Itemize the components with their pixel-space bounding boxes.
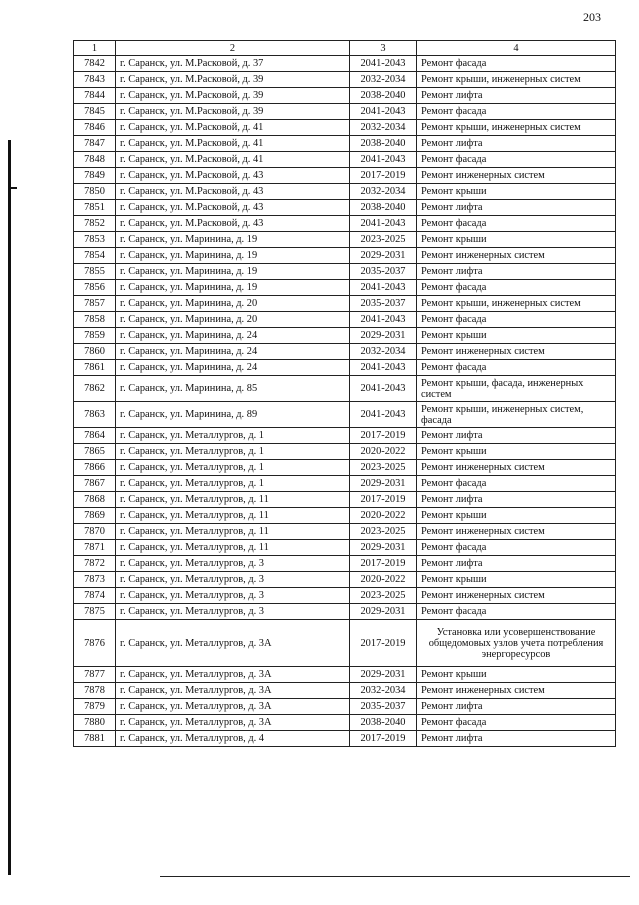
row-address-cell: г. Саранск, ул. Металлургов, д. 3А xyxy=(116,620,350,667)
row-address-cell: г. Саранск, ул. Металлургов, д. 11 xyxy=(116,524,350,540)
row-period-cell: 2032-2034 xyxy=(350,683,417,699)
row-period-cell: 2041-2043 xyxy=(350,152,417,168)
row-number-cell: 7857 xyxy=(74,296,116,312)
row-address-cell: г. Саранск, ул. Металлургов, д. 11 xyxy=(116,508,350,524)
row-number-cell: 7876 xyxy=(74,620,116,667)
row-period-cell: 2032-2034 xyxy=(350,184,417,200)
table-row xyxy=(74,572,616,588)
table-row xyxy=(74,312,616,328)
row-address-cell: г. Саранск, ул. М.Расковой, д. 41 xyxy=(116,120,350,136)
table-row xyxy=(74,715,616,731)
row-work-cell: Ремонт инженерных систем xyxy=(417,683,616,699)
bottom-rule xyxy=(160,876,630,877)
row-work-cell: Ремонт фасада xyxy=(417,360,616,376)
row-period-cell: 2029-2031 xyxy=(350,476,417,492)
row-period-cell: 2017-2019 xyxy=(350,556,417,572)
row-period-cell: 2023-2025 xyxy=(350,460,417,476)
row-address-cell: г. Саранск, ул. М.Расковой, д. 39 xyxy=(116,88,350,104)
table-row xyxy=(74,264,616,280)
row-address-cell: г. Саранск, ул. Маринина, д. 24 xyxy=(116,344,350,360)
table-row xyxy=(74,428,616,444)
scan-edge-mark xyxy=(8,140,11,875)
row-period-cell: 2029-2031 xyxy=(350,328,417,344)
row-number-cell: 7872 xyxy=(74,556,116,572)
table-row xyxy=(74,444,616,460)
row-period-cell: 2029-2031 xyxy=(350,604,417,620)
row-period-cell: 2035-2037 xyxy=(350,296,417,312)
row-address-cell: г. Саранск, ул. М.Расковой, д. 43 xyxy=(116,168,350,184)
row-period-cell: 2023-2025 xyxy=(350,524,417,540)
row-address-cell: г. Саранск, ул. Металлургов, д. 3А xyxy=(116,683,350,699)
row-number-cell: 7856 xyxy=(74,280,116,296)
row-period-cell: 2017-2019 xyxy=(350,428,417,444)
row-work-cell: Ремонт крыши xyxy=(417,508,616,524)
row-period-cell: 2041-2043 xyxy=(350,280,417,296)
row-address-cell: г. Саранск, ул. Маринина, д. 19 xyxy=(116,232,350,248)
row-number-cell: 7858 xyxy=(74,312,116,328)
row-period-cell: 2017-2019 xyxy=(350,492,417,508)
table-row xyxy=(74,168,616,184)
table-row xyxy=(74,184,616,200)
row-number-cell: 7881 xyxy=(74,731,116,747)
table-row xyxy=(74,460,616,476)
row-address-cell: г. Саранск, ул. Маринина, д. 20 xyxy=(116,296,350,312)
table-row xyxy=(74,508,616,524)
row-work-cell: Ремонт крыши, инженерных систем xyxy=(417,296,616,312)
row-number-cell: 7859 xyxy=(74,328,116,344)
table-row xyxy=(74,136,616,152)
row-period-cell: 2032-2034 xyxy=(350,72,417,88)
table-row xyxy=(74,328,616,344)
row-number-cell: 7869 xyxy=(74,508,116,524)
row-address-cell: г. Саранск, ул. Металлургов, д. 3 xyxy=(116,572,350,588)
row-work-cell: Ремонт крыши xyxy=(417,328,616,344)
row-period-cell: 2023-2025 xyxy=(350,588,417,604)
row-address-cell: г. Саранск, ул. Металлургов, д. 4 xyxy=(116,731,350,747)
row-period-cell: 2029-2031 xyxy=(350,540,417,556)
row-work-cell: Ремонт фасада xyxy=(417,280,616,296)
row-work-cell: Ремонт крыши xyxy=(417,667,616,683)
row-number-cell: 7852 xyxy=(74,216,116,232)
row-number-cell: 7877 xyxy=(74,667,116,683)
row-number-cell: 7863 xyxy=(74,402,116,428)
row-address-cell: г. Саранск, ул. Маринина, д. 20 xyxy=(116,312,350,328)
table-row xyxy=(74,232,616,248)
table-row xyxy=(74,104,616,120)
row-period-cell: 2041-2043 xyxy=(350,312,417,328)
row-work-cell: Ремонт крыши, инженерных систем xyxy=(417,120,616,136)
table-body xyxy=(74,56,616,747)
row-number-cell: 7853 xyxy=(74,232,116,248)
row-address-cell: г. Саранск, ул. Маринина, д. 24 xyxy=(116,360,350,376)
row-address-cell: г. Саранск, ул. Металлургов, д. 1 xyxy=(116,460,350,476)
row-period-cell: 2041-2043 xyxy=(350,216,417,232)
row-number-cell: 7860 xyxy=(74,344,116,360)
row-work-cell: Ремонт фасада xyxy=(417,56,616,72)
row-period-cell: 2023-2025 xyxy=(350,232,417,248)
row-number-cell: 7871 xyxy=(74,540,116,556)
table-row xyxy=(74,248,616,264)
repair-schedule-table xyxy=(73,40,616,747)
row-number-cell: 7866 xyxy=(74,460,116,476)
row-number-cell: 7873 xyxy=(74,572,116,588)
table-row xyxy=(74,667,616,683)
table-row xyxy=(74,344,616,360)
row-number-cell: 7878 xyxy=(74,683,116,699)
table-row xyxy=(74,683,616,699)
row-period-cell: 2017-2019 xyxy=(350,168,417,184)
row-work-cell: Ремонт крыши, инженерных систем, фасада xyxy=(417,402,616,428)
row-address-cell: г. Саранск, ул. Маринина, д. 19 xyxy=(116,264,350,280)
row-period-cell: 2041-2043 xyxy=(350,104,417,120)
row-address-cell: г. Саранск, ул. Металлургов, д. 11 xyxy=(116,540,350,556)
row-work-cell: Ремонт крыши, фасада, инженерных систем xyxy=(417,376,616,402)
row-period-cell: 2041-2043 xyxy=(350,376,417,402)
table-row xyxy=(74,620,616,667)
row-address-cell: г. Саранск, ул. М.Расковой, д. 43 xyxy=(116,216,350,232)
row-period-cell: 2029-2031 xyxy=(350,667,417,683)
row-work-cell: Ремонт фасада xyxy=(417,104,616,120)
row-work-cell: Ремонт лифта xyxy=(417,428,616,444)
row-address-cell: г. Саранск, ул. Маринина, д. 19 xyxy=(116,280,350,296)
row-number-cell: 7864 xyxy=(74,428,116,444)
table-row xyxy=(74,296,616,312)
row-address-cell: г. Саранск, ул. Металлургов, д. 1 xyxy=(116,476,350,492)
row-address-cell: г. Саранск, ул. Металлургов, д. 3 xyxy=(116,604,350,620)
row-address-cell: г. Саранск, ул. Металлургов, д. 3А xyxy=(116,699,350,715)
row-period-cell: 2029-2031 xyxy=(350,248,417,264)
row-period-cell: 2038-2040 xyxy=(350,200,417,216)
row-number-cell: 7843 xyxy=(74,72,116,88)
row-work-cell: Ремонт фасада xyxy=(417,312,616,328)
row-work-cell: Ремонт фасада xyxy=(417,604,616,620)
row-work-cell: Ремонт лифта xyxy=(417,556,616,572)
row-number-cell: 7842 xyxy=(74,56,116,72)
row-work-cell: Ремонт фасада xyxy=(417,476,616,492)
row-number-cell: 7854 xyxy=(74,248,116,264)
row-period-cell: 2035-2037 xyxy=(350,699,417,715)
row-period-cell: 2038-2040 xyxy=(350,715,417,731)
row-number-cell: 7846 xyxy=(74,120,116,136)
row-period-cell: 2017-2019 xyxy=(350,731,417,747)
row-period-cell: 2041-2043 xyxy=(350,56,417,72)
row-address-cell: г. Саранск, ул. М.Расковой, д. 39 xyxy=(116,104,350,120)
row-number-cell: 7879 xyxy=(74,699,116,715)
row-number-cell: 7849 xyxy=(74,168,116,184)
row-period-cell: 2035-2037 xyxy=(350,264,417,280)
row-work-cell: Ремонт лифта xyxy=(417,492,616,508)
row-work-cell: Ремонт лифта xyxy=(417,88,616,104)
row-number-cell: 7870 xyxy=(74,524,116,540)
table-header-row xyxy=(74,41,616,56)
row-period-cell: 2041-2043 xyxy=(350,360,417,376)
table-row xyxy=(74,376,616,402)
row-address-cell: г. Саранск, ул. Металлургов, д. 1 xyxy=(116,444,350,460)
row-work-cell: Ремонт крыши xyxy=(417,572,616,588)
row-number-cell: 7867 xyxy=(74,476,116,492)
row-address-cell: г. Саранск, ул. М.Расковой, д. 43 xyxy=(116,184,350,200)
row-number-cell: 7844 xyxy=(74,88,116,104)
row-period-cell: 2038-2040 xyxy=(350,88,417,104)
row-address-cell: г. Саранск, ул. Металлургов, д. 3 xyxy=(116,588,350,604)
row-work-cell: Ремонт лифта xyxy=(417,136,616,152)
row-work-cell: Ремонт инженерных систем xyxy=(417,524,616,540)
row-work-cell: Ремонт фасада xyxy=(417,715,616,731)
row-work-cell: Ремонт крыши xyxy=(417,184,616,200)
row-address-cell: г. Саранск, ул. Маринина, д. 89 xyxy=(116,402,350,428)
row-work-cell: Ремонт инженерных систем xyxy=(417,344,616,360)
scan-edge-tick xyxy=(8,187,17,189)
row-work-cell: Ремонт инженерных систем xyxy=(417,168,616,184)
row-address-cell: г. Саранск, ул. Маринина, д. 85 xyxy=(116,376,350,402)
row-work-cell: Ремонт лифта xyxy=(417,200,616,216)
row-work-cell: Ремонт лифта xyxy=(417,264,616,280)
row-number-cell: 7855 xyxy=(74,264,116,280)
row-number-cell: 7865 xyxy=(74,444,116,460)
row-work-cell: Ремонт лифта xyxy=(417,731,616,747)
column-header-address: 2 xyxy=(116,41,350,56)
table-row xyxy=(74,556,616,572)
column-header-work: 4 xyxy=(417,41,616,56)
table-row xyxy=(74,699,616,715)
row-period-cell: 2020-2022 xyxy=(350,508,417,524)
row-address-cell: г. Саранск, ул. Металлургов, д. 3А xyxy=(116,715,350,731)
row-address-cell: г. Саранск, ул. М.Расковой, д. 41 xyxy=(116,152,350,168)
table-row xyxy=(74,604,616,620)
table-row xyxy=(74,88,616,104)
row-number-cell: 7848 xyxy=(74,152,116,168)
row-address-cell: г. Саранск, ул. М.Расковой, д. 37 xyxy=(116,56,350,72)
row-work-cell: Ремонт крыши, инженерных систем xyxy=(417,72,616,88)
row-work-cell: Ремонт инженерных систем xyxy=(417,248,616,264)
row-number-cell: 7874 xyxy=(74,588,116,604)
repair-schedule-table-wrap xyxy=(73,40,615,747)
row-work-cell: Ремонт инженерных систем xyxy=(417,588,616,604)
table-row xyxy=(74,360,616,376)
row-number-cell: 7850 xyxy=(74,184,116,200)
table-row xyxy=(74,476,616,492)
table-row xyxy=(74,280,616,296)
table-row xyxy=(74,402,616,428)
table-row xyxy=(74,200,616,216)
row-number-cell: 7880 xyxy=(74,715,116,731)
row-number-cell: 7861 xyxy=(74,360,116,376)
row-number-cell: 7868 xyxy=(74,492,116,508)
row-address-cell: г. Саранск, ул. Металлургов, д. 3 xyxy=(116,556,350,572)
table-row xyxy=(74,731,616,747)
row-period-cell: 2032-2034 xyxy=(350,120,417,136)
table-row xyxy=(74,492,616,508)
table-row xyxy=(74,216,616,232)
row-number-cell: 7847 xyxy=(74,136,116,152)
row-address-cell: г. Саранск, ул. М.Расковой, д. 41 xyxy=(116,136,350,152)
row-work-cell: Ремонт крыши xyxy=(417,232,616,248)
table-row xyxy=(74,152,616,168)
row-address-cell: г. Саранск, ул. Металлургов, д. 11 xyxy=(116,492,350,508)
row-address-cell: г. Саранск, ул. Металлургов, д. 3А xyxy=(116,667,350,683)
row-work-cell: Ремонт фасада xyxy=(417,540,616,556)
row-work-cell: Ремонт лифта xyxy=(417,699,616,715)
row-work-cell: Установка или усовершенствование общедомовых узлов учета потребления энергоресурсов xyxy=(417,620,616,667)
table-row xyxy=(74,72,616,88)
column-header-period: 3 xyxy=(350,41,417,56)
column-header-number: 1 xyxy=(74,41,116,56)
row-period-cell: 2017-2019 xyxy=(350,620,417,667)
row-number-cell: 7845 xyxy=(74,104,116,120)
row-period-cell: 2038-2040 xyxy=(350,136,417,152)
row-address-cell: г. Саранск, ул. М.Расковой, д. 43 xyxy=(116,200,350,216)
row-number-cell: 7862 xyxy=(74,376,116,402)
row-number-cell: 7851 xyxy=(74,200,116,216)
table-row xyxy=(74,524,616,540)
row-period-cell: 2020-2022 xyxy=(350,444,417,460)
row-address-cell: г. Саранск, ул. М.Расковой, д. 39 xyxy=(116,72,350,88)
row-number-cell: 7875 xyxy=(74,604,116,620)
row-address-cell: г. Саранск, ул. Маринина, д. 24 xyxy=(116,328,350,344)
table-row xyxy=(74,56,616,72)
row-work-cell: Ремонт фасада xyxy=(417,152,616,168)
row-address-cell: г. Саранск, ул. Маринина, д. 19 xyxy=(116,248,350,264)
table-row xyxy=(74,120,616,136)
row-work-cell: Ремонт инженерных систем xyxy=(417,460,616,476)
table-row xyxy=(74,540,616,556)
row-period-cell: 2032-2034 xyxy=(350,344,417,360)
row-period-cell: 2041-2043 xyxy=(350,402,417,428)
row-work-cell: Ремонт крыши xyxy=(417,444,616,460)
page-number: 203 xyxy=(583,10,601,24)
row-work-cell: Ремонт фасада xyxy=(417,216,616,232)
table-row xyxy=(74,588,616,604)
row-address-cell: г. Саранск, ул. Металлургов, д. 1 xyxy=(116,428,350,444)
row-period-cell: 2020-2022 xyxy=(350,572,417,588)
